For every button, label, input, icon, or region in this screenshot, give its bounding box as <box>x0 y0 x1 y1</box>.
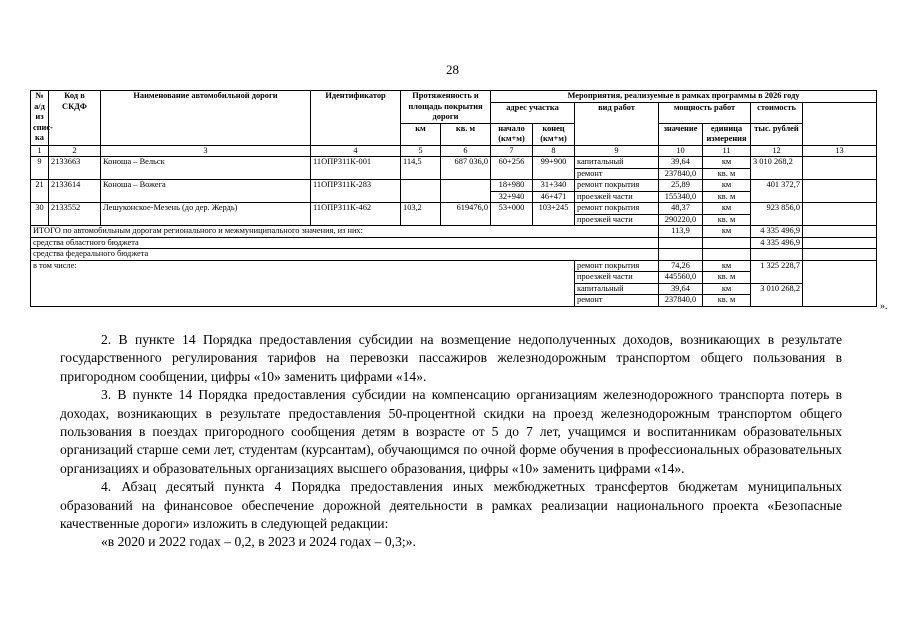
incl-value: 237840,0 <box>659 295 703 307</box>
incl-unit: км <box>703 283 751 295</box>
incl-unit: км <box>703 260 751 272</box>
row-work: проезжей части <box>575 191 659 203</box>
row-value: 25,89 <box>659 180 703 192</box>
row-note <box>803 180 877 203</box>
row-end: 46+471 <box>533 191 575 203</box>
including-row <box>31 260 877 272</box>
road-program-table <box>30 90 877 307</box>
row-value: 237840,0 <box>659 168 703 180</box>
row-work: ремонт <box>575 168 659 180</box>
hdr-name: Наименование автомобильной дороги <box>101 91 311 146</box>
incl-value: 445560,0 <box>659 272 703 284</box>
row-start: 60+256 <box>491 157 533 180</box>
federal-empty <box>659 249 703 261</box>
row-code: 2133614 <box>49 180 101 203</box>
hdr-length: Протяженность и площадь покрытия дороги <box>401 91 491 124</box>
hdr-ident: Идентификатор <box>311 91 401 146</box>
row-num: 9 <box>31 157 49 180</box>
colnum: 1 <box>31 145 49 157</box>
incl-value: 39,64 <box>659 283 703 295</box>
paragraph-4: 4. Абзац десятый пункта 4 Порядка предоставления иных межбюджетных трансфертов бюджетам муниципальных образований на финансовое обеспечение дорожной деятельности в рамках реализации национального проекта «Безопасные качественные дороги» изложить в следующей редакции: <box>60 479 842 532</box>
row-sqm: 619476,0 <box>441 203 491 226</box>
hdr-length-km: км <box>401 123 441 145</box>
colnum: 9 <box>575 145 659 157</box>
federal-budget-row <box>31 249 877 261</box>
hdr-cost-unit: тыс. рублей <box>751 123 803 145</box>
row-unit: кв. м <box>703 168 751 180</box>
row-unit: кв. м <box>703 214 751 226</box>
incl-note <box>803 260 877 306</box>
federal-empty <box>803 249 877 261</box>
colnum: 11 <box>703 145 751 157</box>
row-end: 103+245 <box>533 203 575 226</box>
total-cost: 4 335 496,9 <box>751 226 803 238</box>
incl-work: ремонт покрытия <box>575 260 659 272</box>
total-label: ИТОГО по автомобильным дорогам регионального и межмуниципального значения, из них: <box>31 226 659 238</box>
paragraph-4-quote: «в 2020 и 2022 годах – 0,2, в 2023 и 2024 годах – 0,3;». <box>101 534 416 550</box>
hdr-start: начало (км+м) <box>491 123 533 145</box>
hdr-value: значение <box>659 123 703 145</box>
table-row <box>31 203 877 215</box>
incl-unit: кв. м <box>703 295 751 307</box>
colnum: 4 <box>311 145 401 157</box>
total-row <box>31 226 877 238</box>
row-code: 2133552 <box>49 203 101 226</box>
colnum: 7 <box>491 145 533 157</box>
regional-cost: 4 335 496,9 <box>751 237 803 249</box>
colnum: 10 <box>659 145 703 157</box>
incl-value: 74,26 <box>659 260 703 272</box>
row-work: ремонт покрытия <box>575 203 659 215</box>
row-ident: 11ОПРЗ11К-462 <box>311 203 401 226</box>
incl-cost: 1 325 228,7 <box>751 260 803 283</box>
row-unit: кв. м <box>703 191 751 203</box>
total-value: 113,9 <box>659 226 703 238</box>
colnum: 6 <box>441 145 491 157</box>
header-row-1 <box>31 91 877 103</box>
incl-work: проезжей части <box>575 272 659 284</box>
column-number-row <box>31 145 877 157</box>
colnum: 2 <box>49 145 101 157</box>
row-value: 39,64 <box>659 157 703 169</box>
row-km: 114,5 <box>401 157 441 180</box>
federal-empty <box>751 249 803 261</box>
table-row <box>31 157 877 169</box>
row-ident: 11ОПРЗ11К-001 <box>311 157 401 180</box>
row-note <box>803 203 877 226</box>
row-km: 103,2 <box>401 203 441 226</box>
hdr-code: Код в СКДФ <box>49 91 101 146</box>
federal-label: средства федерального бюджета <box>31 249 659 261</box>
regional-budget-row <box>31 237 877 249</box>
paragraph-3: 3. В пункте 14 Порядка предоставления субсидии на компенсацию организациям железнодорожного транспорта потерь в доходах, возникающих в результате предоставления 50-процентной скидки на проезд железнодорожным транспортом общего пользования в поездах пригородного сообщения детям в возрасте от 5 до 7 лет, учащимся и воспитанникам образовательных организаций старше семи лет, студентам (курсантам), обучающимся по очной форме обучения в профессиональных образовательных организациях и образовательных организациях высшего образования, цифры «10» заменить цифрами «14». <box>60 387 842 476</box>
hdr-cost: стоимость <box>751 102 803 123</box>
regional-empty <box>703 237 751 249</box>
row-km <box>401 180 441 203</box>
row-start: 32+940 <box>491 191 533 203</box>
row-work: проезжей части <box>575 214 659 226</box>
row-value: 290220,0 <box>659 214 703 226</box>
colnum: 3 <box>101 145 311 157</box>
row-unit: км <box>703 180 751 192</box>
row-cost: 3 010 268,2 <box>751 157 803 180</box>
row-work: ремонт покрытия <box>575 180 659 192</box>
row-sqm: 687 036,0 <box>441 157 491 180</box>
row-start: 18+980 <box>491 180 533 192</box>
page-number: 28 <box>446 62 459 77</box>
amendment-text <box>60 331 842 552</box>
row-unit: км <box>703 157 751 169</box>
colnum: 8 <box>533 145 575 157</box>
hdr-work-type: вид работ <box>575 102 659 145</box>
row-value: 48,37 <box>659 203 703 215</box>
row-sqm <box>441 180 491 203</box>
federal-empty <box>703 249 751 261</box>
hdr-capacity: мощность работ <box>659 102 751 123</box>
row-end: 99+900 <box>533 157 575 180</box>
row-value: 155340,0 <box>659 191 703 203</box>
hdr-address: адрес участка <box>491 102 575 123</box>
incl-unit: кв. м <box>703 272 751 284</box>
row-name: Лешуконское-Мезень (до дер. Жердь) <box>101 203 311 226</box>
row-start: 53+000 <box>491 203 533 226</box>
row-code: 2133663 <box>49 157 101 180</box>
row-num: 30 <box>31 203 49 226</box>
incl-work: ремонт <box>575 295 659 307</box>
row-cost: 401 372,7 <box>751 180 803 203</box>
colnum: 13 <box>803 145 877 157</box>
paragraph-2: 2. В пункте 14 Порядка предоставления субсидии на возмещение недополученных доходов, возникающих в результате государственного регулирования тарифов на перевозки пассажиров железнодорожным транспортом общего пользования в пригородном сообщении, цифры «10» заменить цифрами «14». <box>60 332 842 384</box>
colnum: 12 <box>751 145 803 157</box>
regional-label: средства областного бюджета <box>31 237 659 249</box>
regional-empty <box>803 237 877 249</box>
row-ident: 11ОПРЗ11К-283 <box>311 180 401 203</box>
total-note <box>803 226 877 238</box>
hdr-length-sqm: кв. м <box>441 123 491 145</box>
incl-cost: 3 010 268,2 <box>751 283 803 306</box>
table-row <box>31 180 877 192</box>
row-end: 31+340 <box>533 180 575 192</box>
row-num: 21 <box>31 180 49 203</box>
incl-work: капитальный <box>575 283 659 295</box>
including-label: в том числе: <box>31 260 575 306</box>
hdr-measures: Мероприятия, реализуемые в рамках программы в 2026 году <box>491 91 877 103</box>
row-name: Коноша – Вельск <box>101 157 311 180</box>
colnum: 5 <box>401 145 441 157</box>
table-closing-quote: ». <box>880 301 888 312</box>
total-unit: км <box>703 226 751 238</box>
row-cost: 923 856,0 <box>751 203 803 226</box>
regional-empty <box>659 237 703 249</box>
row-name: Коноша – Вожега <box>101 180 311 203</box>
hdr-num: № а/д из спис-ка <box>31 91 49 146</box>
hdr-end: конец (км+м) <box>533 123 575 145</box>
row-note <box>803 157 877 180</box>
hdr-unit: единица измерения <box>703 123 751 145</box>
row-unit: км <box>703 203 751 215</box>
row-work: капитальный <box>575 157 659 169</box>
